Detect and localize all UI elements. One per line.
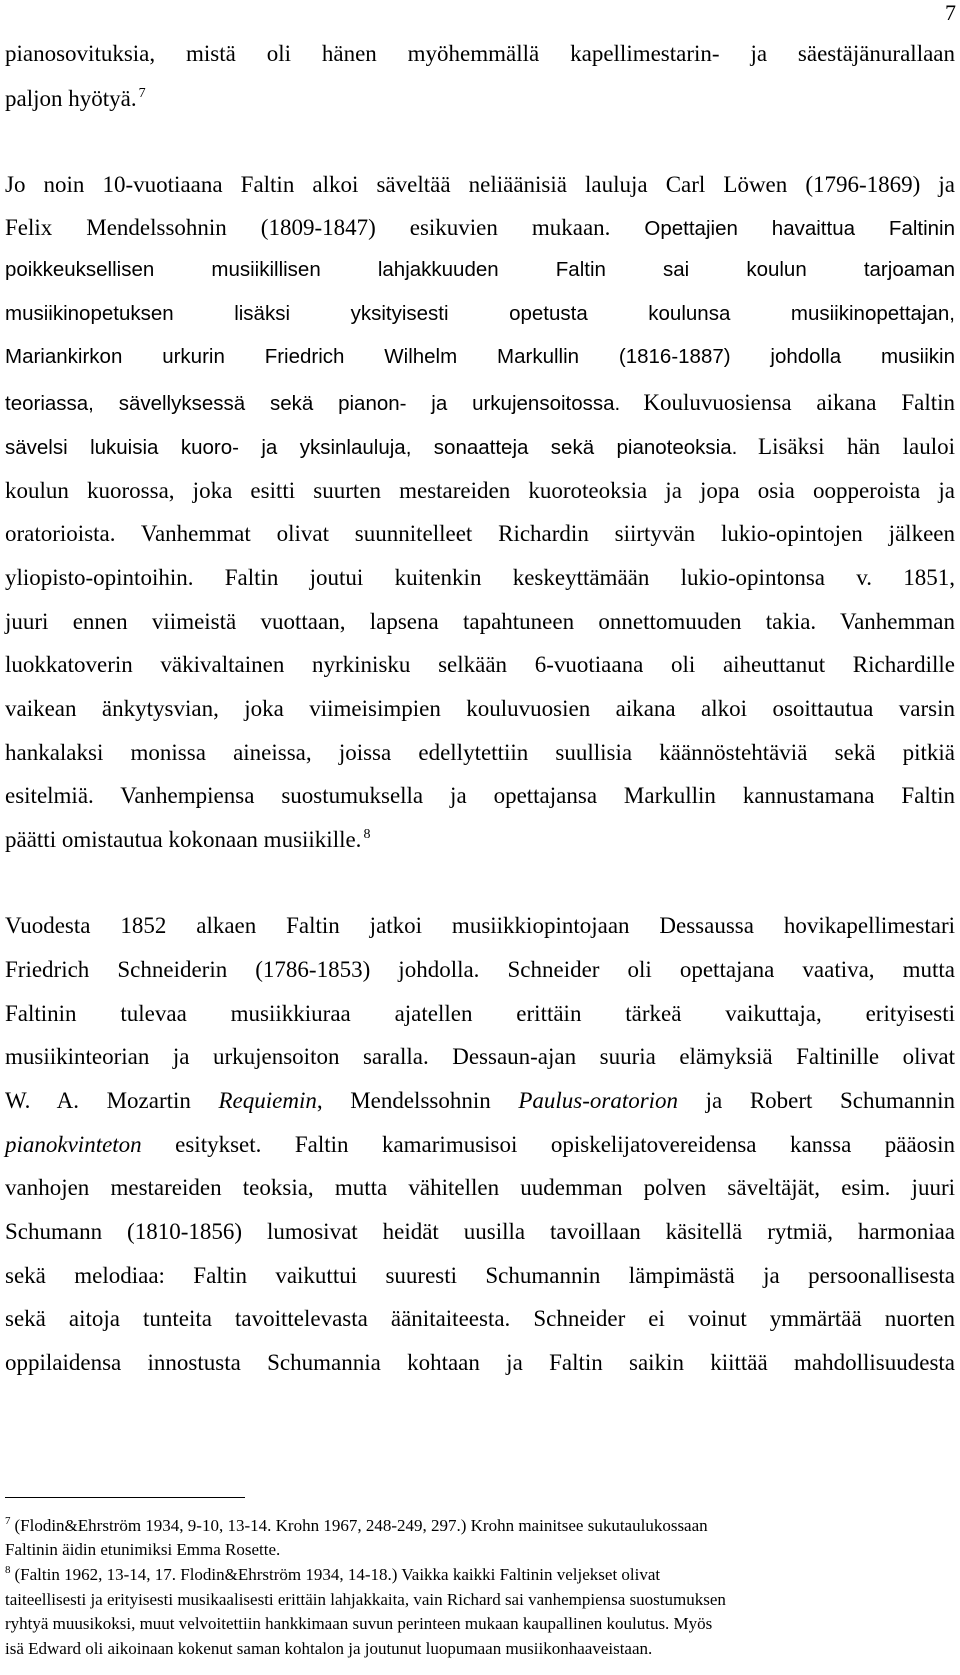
- paragraph-3-line-11: oppilaidensa innostusta Schumannia kohtaan ja Faltin saikin kiittää mahdollisuudesta: [5, 1350, 955, 1375]
- paragraph-3-line-10: sekä aitoja tunteita tavoittelevasta äänitaiteesta. Schneider ei voinut ymmärtää nuorten: [5, 1306, 955, 1331]
- paragraph-3-line-7: vanhojen mestareiden teoksia, mutta vähitellen uudemman polven säveltäjät, esim. juuri: [5, 1175, 955, 1200]
- footnote-ref-7: 7: [138, 86, 146, 101]
- paragraph-2-line-5: Mariankirkon urkurin Friedrich Wilhelm Markullin (1816-1887) johdolla musiikin: [5, 345, 955, 368]
- footnote-7-line-2: Faltinin äidin etunimiksi Emma Rosette.: [5, 1540, 281, 1559]
- footnote-7-text: (Flodin&Ehrström 1934, 9-10, 13-14. Krohn 1967, 248-249, 297.) Krohn mainitsee sukutaulukossaan: [14, 1516, 708, 1535]
- paragraph-3-line-4: musiikinteorian ja urkujensoiton saralla. Dessaun-ajan suuria elämyksiä Faltinille olivat: [5, 1044, 955, 1069]
- footnote-8-text: (Faltin 1962, 13-14, 17. Flodin&Ehrström 1934, 14-18.) Vaikka kaikki Faltinin veljekset olivat: [14, 1565, 661, 1584]
- paragraph-2-line-1: Jo noin 10-vuotiaana Faltin alkoi säveltää neliäänisiä lauluja Carl Löwen (1796-1869) ja: [5, 172, 955, 197]
- paragraph-2-line-15: esitelmiä. Vanhempiensa suostumuksella ja opettajansa Markullin kannustamana Faltin: [5, 783, 955, 808]
- paragraph-2-line-2: [5, 216, 955, 240]
- paragraph-3-line-6-b: esitykset. Faltin kamarimusisoi opiskelijatovereidensa kanssa pääosin: [141, 1132, 955, 1157]
- paragraph-2-line-11: juuri ennen viimeistä vuottaan, lapsena tapahtuneen onnettomuuden takia. Vanhemman: [5, 609, 955, 634]
- paragraph-2-line-14: hankalaksi monissa aineissa, joissa edellytettiin suullisia käännöstehtäviä sekä pitkiä: [5, 740, 955, 765]
- paragraph-2-last-text: päätti omistautua kokonaan musiikille.: [5, 827, 362, 852]
- paragraph-2-line-16: [5, 828, 955, 851]
- paragraph-3-line-8: Schumann (1810-1856) lumosivat heidät uusilla tavoillaan käsitellä rytmiä, harmoniaa: [5, 1219, 955, 1244]
- paragraph-2-line-7: [5, 435, 955, 459]
- paragraph-2-line-2-sans: Opettajien havaittua Faltinin: [644, 217, 956, 240]
- paragraph-2-line-6-sans: teoriassa, sävellyksessä sekä pianon- ja urkujensoitossa.: [5, 392, 621, 415]
- paragraph-1-line-2: [5, 87, 955, 110]
- paragraph-3-line-5-b: , Mendelssohnin: [316, 1088, 519, 1113]
- paragraph-1-line-1: pianosovituksia, mistä oli hänen myöhemmällä kapellimestarin- ja säestäjänurallaan: [5, 41, 955, 66]
- footnote-8-line-1: [5, 1566, 955, 1583]
- paragraph-2-line-2-serif: Felix Mendelssohnin (1809-1847) esikuvien mukaan.: [5, 215, 611, 240]
- paragraph-3-line-9: sekä melodiaa: Faltin vaikuttui suuresti Schumannin lämpimästä ja persoonallisesta: [5, 1263, 955, 1288]
- paragraph-2-line-9: oratorioista. Vanhemmat olivat suunnitelleet Richardin siirtyvän lukio-opintojen jälkeen: [5, 521, 955, 546]
- paragraph-2-line-7-sans: sävelsi lukuisia kuoro- ja yksinlauluja, sonaatteja sekä pianoteoksia.: [5, 436, 738, 459]
- footnote-8-line-3: ryhtyä muusikoksi, muut velvoitettiin hankkimaan suvun perinteen mukaan kaupallinen koulutus. Myös: [5, 1614, 713, 1633]
- footnote-7-line-1: [5, 1517, 955, 1534]
- paragraph-3-line-5-c: ja Robert Schumannin: [678, 1088, 955, 1113]
- title-paulus-oratorion: Paulus-oratorion: [518, 1088, 679, 1113]
- paragraph-2-line-6-serif: Kouluvuosiensa aikana Faltin: [643, 390, 955, 415]
- paragraph-2-line-13: vaikean änkytysvian, joka viimeisimpien kouluvuosien aikana alkoi osoittautua varsin: [5, 696, 955, 721]
- paragraph-2-line-12: luokkatoverin väkivaltainen nyrkinisku selkään 6-vuotiaana oli aiheuttanut Richardille: [5, 652, 955, 677]
- paragraph-2-line-10: yliopisto-opintoihin. Faltin joutui kuitenkin keskeyttämään lukio-opintonsa v. 1851,: [5, 565, 955, 590]
- paragraph-2-line-8: koulun kuorossa, joka esitti suurten mestareiden kuoroteoksia ja jopa osia oopperoista ja: [5, 478, 955, 503]
- footnote-separator: [5, 1497, 245, 1498]
- footnote-8-line-4: isä Edward oli aikoinaan kokenut saman kohtalon ja joutunut luopumaan musiikonhaaveistaan.: [5, 1639, 653, 1658]
- footnote-8-mark: 8: [5, 1564, 11, 1576]
- paragraph-3-line-3: Faltinin tulevaa musiikkiuraa ajatellen erittäin tärkeä vaikuttaja, erityisesti: [5, 1001, 955, 1026]
- footnote-8-line-2: taiteellisesti ja erityisesti musikaalisesti erittäin lahjakkaita, vain Richard sai vanhempiensa suostumuksen: [5, 1590, 726, 1609]
- footnote-7-mark: 7: [5, 1515, 11, 1527]
- paragraph-2-line-6: [5, 391, 955, 415]
- paragraph-3-line-2: Friedrich Schneiderin (1786-1853) johdolla. Schneider oli opettajana vaativa, mutta: [5, 957, 955, 982]
- page-number: 7: [945, 0, 956, 25]
- paragraph-3-line-5: [5, 1089, 955, 1112]
- paragraph-2-line-7-serif: Lisäksi hän lauloi: [758, 434, 955, 459]
- paragraph-3-line-5-a: W. A. Mozartin: [5, 1088, 219, 1113]
- paragraph-3-line-1: Vuodesta 1852 alkaen Faltin jatkoi musiikkiopintojaan Dessaussa hovikapellimestari: [5, 913, 955, 938]
- title-pianokvinteton: pianokvinteton: [5, 1132, 142, 1157]
- title-requiemin: Requiemin: [218, 1088, 317, 1113]
- footnote-ref-8: 8: [363, 827, 371, 842]
- paragraph-3-line-6: [5, 1133, 955, 1156]
- paragraph-1-text: paljon hyötyä.: [5, 86, 137, 111]
- paragraph-2-line-3: poikkeuksellisen musiikillisen lahjakkuuden Faltin sai koulun tarjoaman: [5, 258, 955, 281]
- paragraph-2-line-4: musiikinopetuksen lisäksi yksityisesti opetusta koulunsa musiikinopettajan,: [5, 302, 955, 325]
